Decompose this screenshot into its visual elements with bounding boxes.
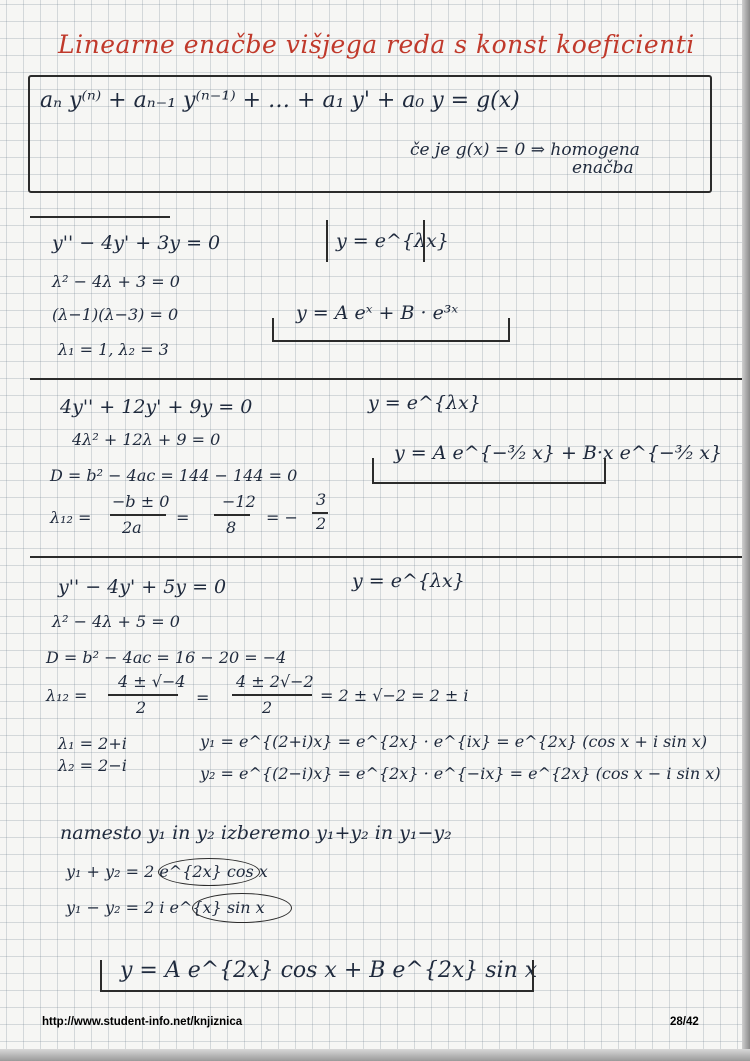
ex1-characteristic: λ² − 4λ + 3 = 0 — [52, 272, 180, 291]
page-title: Linearne enačbe višjega reda s konst koeficienti — [58, 30, 695, 59]
ex1-factored: (λ−1)(λ−3) = 0 — [52, 305, 179, 324]
ex2-final-denominator: 2 — [316, 514, 327, 533]
ex3-diff: y₁ − y₂ = 2 i e^{x} sin x — [66, 898, 265, 917]
ex3-solution-bracket — [100, 960, 534, 992]
ex2-equation: 4y'' + 12y' + 9y = 0 — [60, 396, 253, 418]
ex1-solution-bracket — [272, 318, 510, 342]
ex2-mid-denominator: 8 — [226, 518, 237, 537]
ex2-roots-label: λ₁₂ = — [50, 508, 92, 527]
ex2-frac-line — [110, 514, 166, 516]
ex3-y1: y₁ = e^{(2+i)x} = e^{2x} · e^{ix} = e^{2x} (cos x + i sin x) — [200, 732, 708, 751]
ex2-mid-numerator: −12 — [222, 492, 256, 511]
ex3-frac1-line — [108, 694, 178, 696]
ex3-frac2-numerator: 4 ± 2√−2 — [236, 672, 314, 691]
ex3-characteristic: λ² − 4λ + 5 = 0 — [52, 612, 180, 631]
ex3-ansatz: y = e^{λx} — [352, 570, 465, 592]
ex2-solution: y = A e^{−³⁄₂ x} + B·x e^{−³⁄₂ x} — [394, 442, 723, 464]
page-edge-bottom — [0, 1049, 750, 1061]
ex2-equals-1: = — [176, 508, 190, 527]
ex3-equation: y'' − 4y' + 5y = 0 — [58, 576, 227, 598]
ex3-roots-simplified: = 2 ± √−2 = 2 ± i — [320, 686, 469, 705]
ex2-solution-bracket — [372, 458, 606, 484]
ex2-frac-denominator: 2a — [122, 518, 142, 537]
general-equation: aₙ y⁽ⁿ⁾ + aₙ₋₁ y⁽ⁿ⁻¹⁾ + … + a₁ y' + a₀ y = g(x) — [40, 88, 520, 113]
ex3-frac2-line — [232, 694, 312, 696]
divider-1 — [30, 378, 742, 380]
ex2-final-numerator: 3 — [316, 490, 327, 509]
ex1-ansatz: y = e^{λx} — [336, 230, 449, 252]
ex3-y2: y₂ = e^{(2−i)x} = e^{2x} · e^{−ix} = e^{2x} (cos x − i sin x) — [200, 764, 721, 783]
ex2-frac-numerator: −b ± 0 — [112, 492, 170, 511]
ex2-mid-line — [214, 514, 250, 516]
ex2-characteristic: 4λ² + 12λ + 9 = 0 — [72, 430, 221, 449]
ex1-solution: y = A eˣ + B · e³ˣ — [296, 302, 459, 324]
ex3-diff-circle — [192, 893, 292, 923]
ex3-lambda2: λ₂ = 2−i — [58, 756, 127, 775]
ex3-lambda1: λ₁ = 2+i — [58, 734, 127, 753]
ex3-solution: y = A e^{2x} cos x + B e^{2x} sin x — [120, 958, 538, 983]
ex3-sum: y₁ + y₂ = 2 e^{2x} cos x — [66, 862, 268, 881]
ex1-equation: y'' − 4y' + 3y = 0 — [52, 232, 221, 254]
ex2-discriminant: D = b² − 4ac = 144 − 144 = 0 — [50, 466, 298, 485]
ex3-note: namesto y₁ in y₂ izberemo y₁+y₂ in y₁−y₂ — [60, 822, 452, 844]
homogeneous-condition: če je g(x) = 0 ⇒ homogena — [410, 140, 640, 160]
page-edge-right — [742, 0, 750, 1061]
ex2-equals-2: = − — [266, 508, 298, 527]
ex3-sum-circle — [158, 858, 260, 886]
ex3-roots-label: λ₁₂ = — [46, 686, 88, 705]
ex3-equals: = — [196, 688, 210, 707]
ex1-roots: λ₁ = 1, λ₂ = 3 — [58, 340, 169, 359]
divider-top — [30, 216, 170, 218]
footer-url: http://www.student-info.net/knjiznica — [42, 1016, 243, 1028]
ex3-frac2-denominator: 2 — [262, 698, 273, 717]
divider-2 — [30, 556, 742, 558]
ex3-frac1-denominator: 2 — [136, 698, 147, 717]
ex3-discriminant: D = b² − 4ac = 16 − 20 = −4 — [46, 648, 287, 667]
ex2-ansatz: y = e^{λx} — [368, 392, 481, 414]
ex3-frac1-numerator: 4 ± √−4 — [118, 672, 186, 691]
homogeneous-condition-tail: enačba — [572, 158, 634, 178]
page-number: 28/42 — [670, 1016, 699, 1028]
